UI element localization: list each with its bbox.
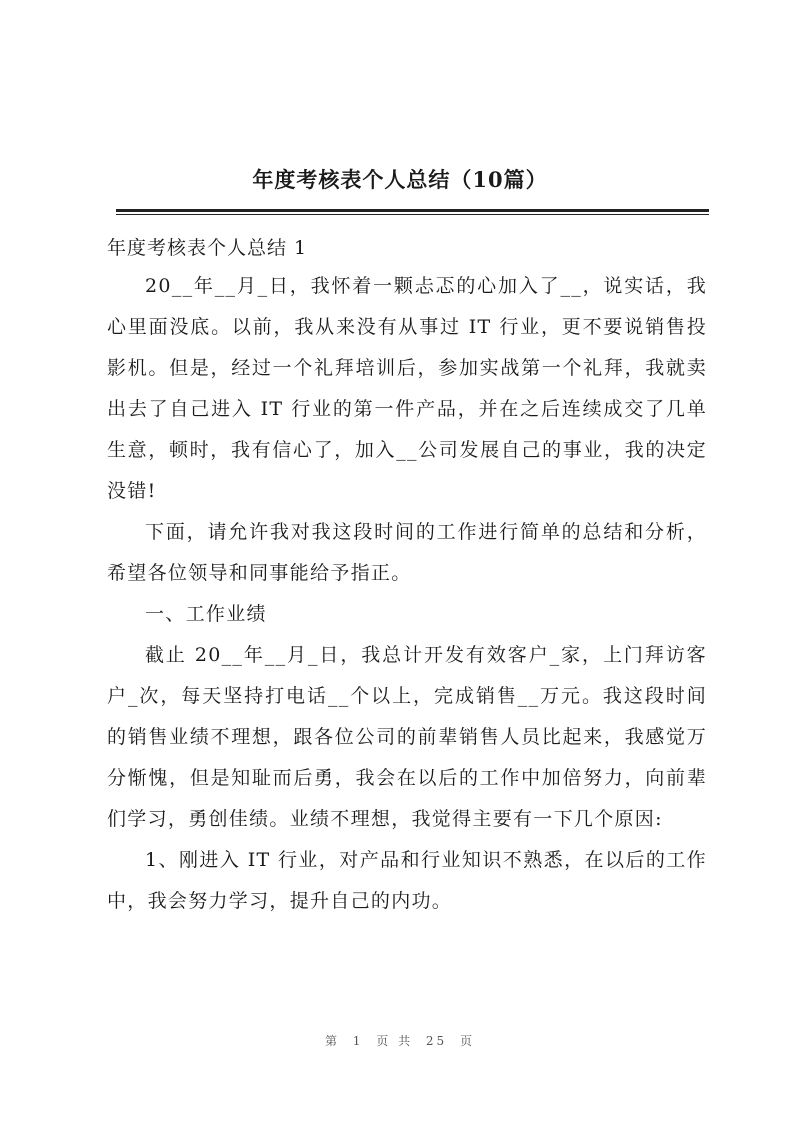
paragraph-intro: 20__年__月_日，我怀着一颗忐忑的心加入了__，说实话，我心里面没底。以前，我从来没有从事过 IT 行业，更不要说销售投影机。但是，经过一个礼拜培训后，参加实战第一个礼拜，我就卖出去了自己进入 IT 行业的第一件产品，并在之后连续成交了几单生意，顿时，我有信心了，加入__公司发展自己的事业，我的决定没错!	[107, 275, 707, 502]
footer-current-page: 1	[352, 1034, 364, 1048]
paragraph-summary-request: 下面，请允许我对我这段时间的工作进行简单的总结和分析，希望各位领导和同事能给予指正。	[107, 521, 707, 584]
paragraph-reason-1: 1、刚进入 IT 行业，对产品和行业知识不熟悉，在以后的工作中，我会努力学习，提升自己的内功。	[107, 849, 707, 912]
footer-suffix: 页	[460, 1034, 476, 1048]
subheading-work-performance: 一、工作业绩	[145, 603, 267, 625]
footer-middle: 页 共	[376, 1034, 414, 1048]
footer-total-pages: 25	[425, 1034, 448, 1048]
footer-prefix: 第	[324, 1034, 340, 1048]
title-divider-thick	[116, 209, 709, 212]
section-heading: 年度考核表个人总结 1	[107, 237, 308, 259]
title-divider-thin	[116, 214, 709, 215]
paragraph-performance: 截止 20__年__月_日，我总计开发有效客户_家，上门拜访客户_次，每天坚持打电话__个以上，完成销售__万元。我这段时间的销售业绩不理想，跟各位公司的前辈销售人员比起来，我感觉万分惭愧，但是知耻而后勇，我会在以后的工作中加倍努力，向前辈们学习，勇创佳绩。业绩不理想，我觉得主要有一下几个原因:	[107, 644, 707, 830]
document-body	[107, 230, 707, 922]
page-title: 年度考核表个人总结（10篇）	[252, 167, 548, 192]
page-number-footer	[0, 1032, 800, 1049]
